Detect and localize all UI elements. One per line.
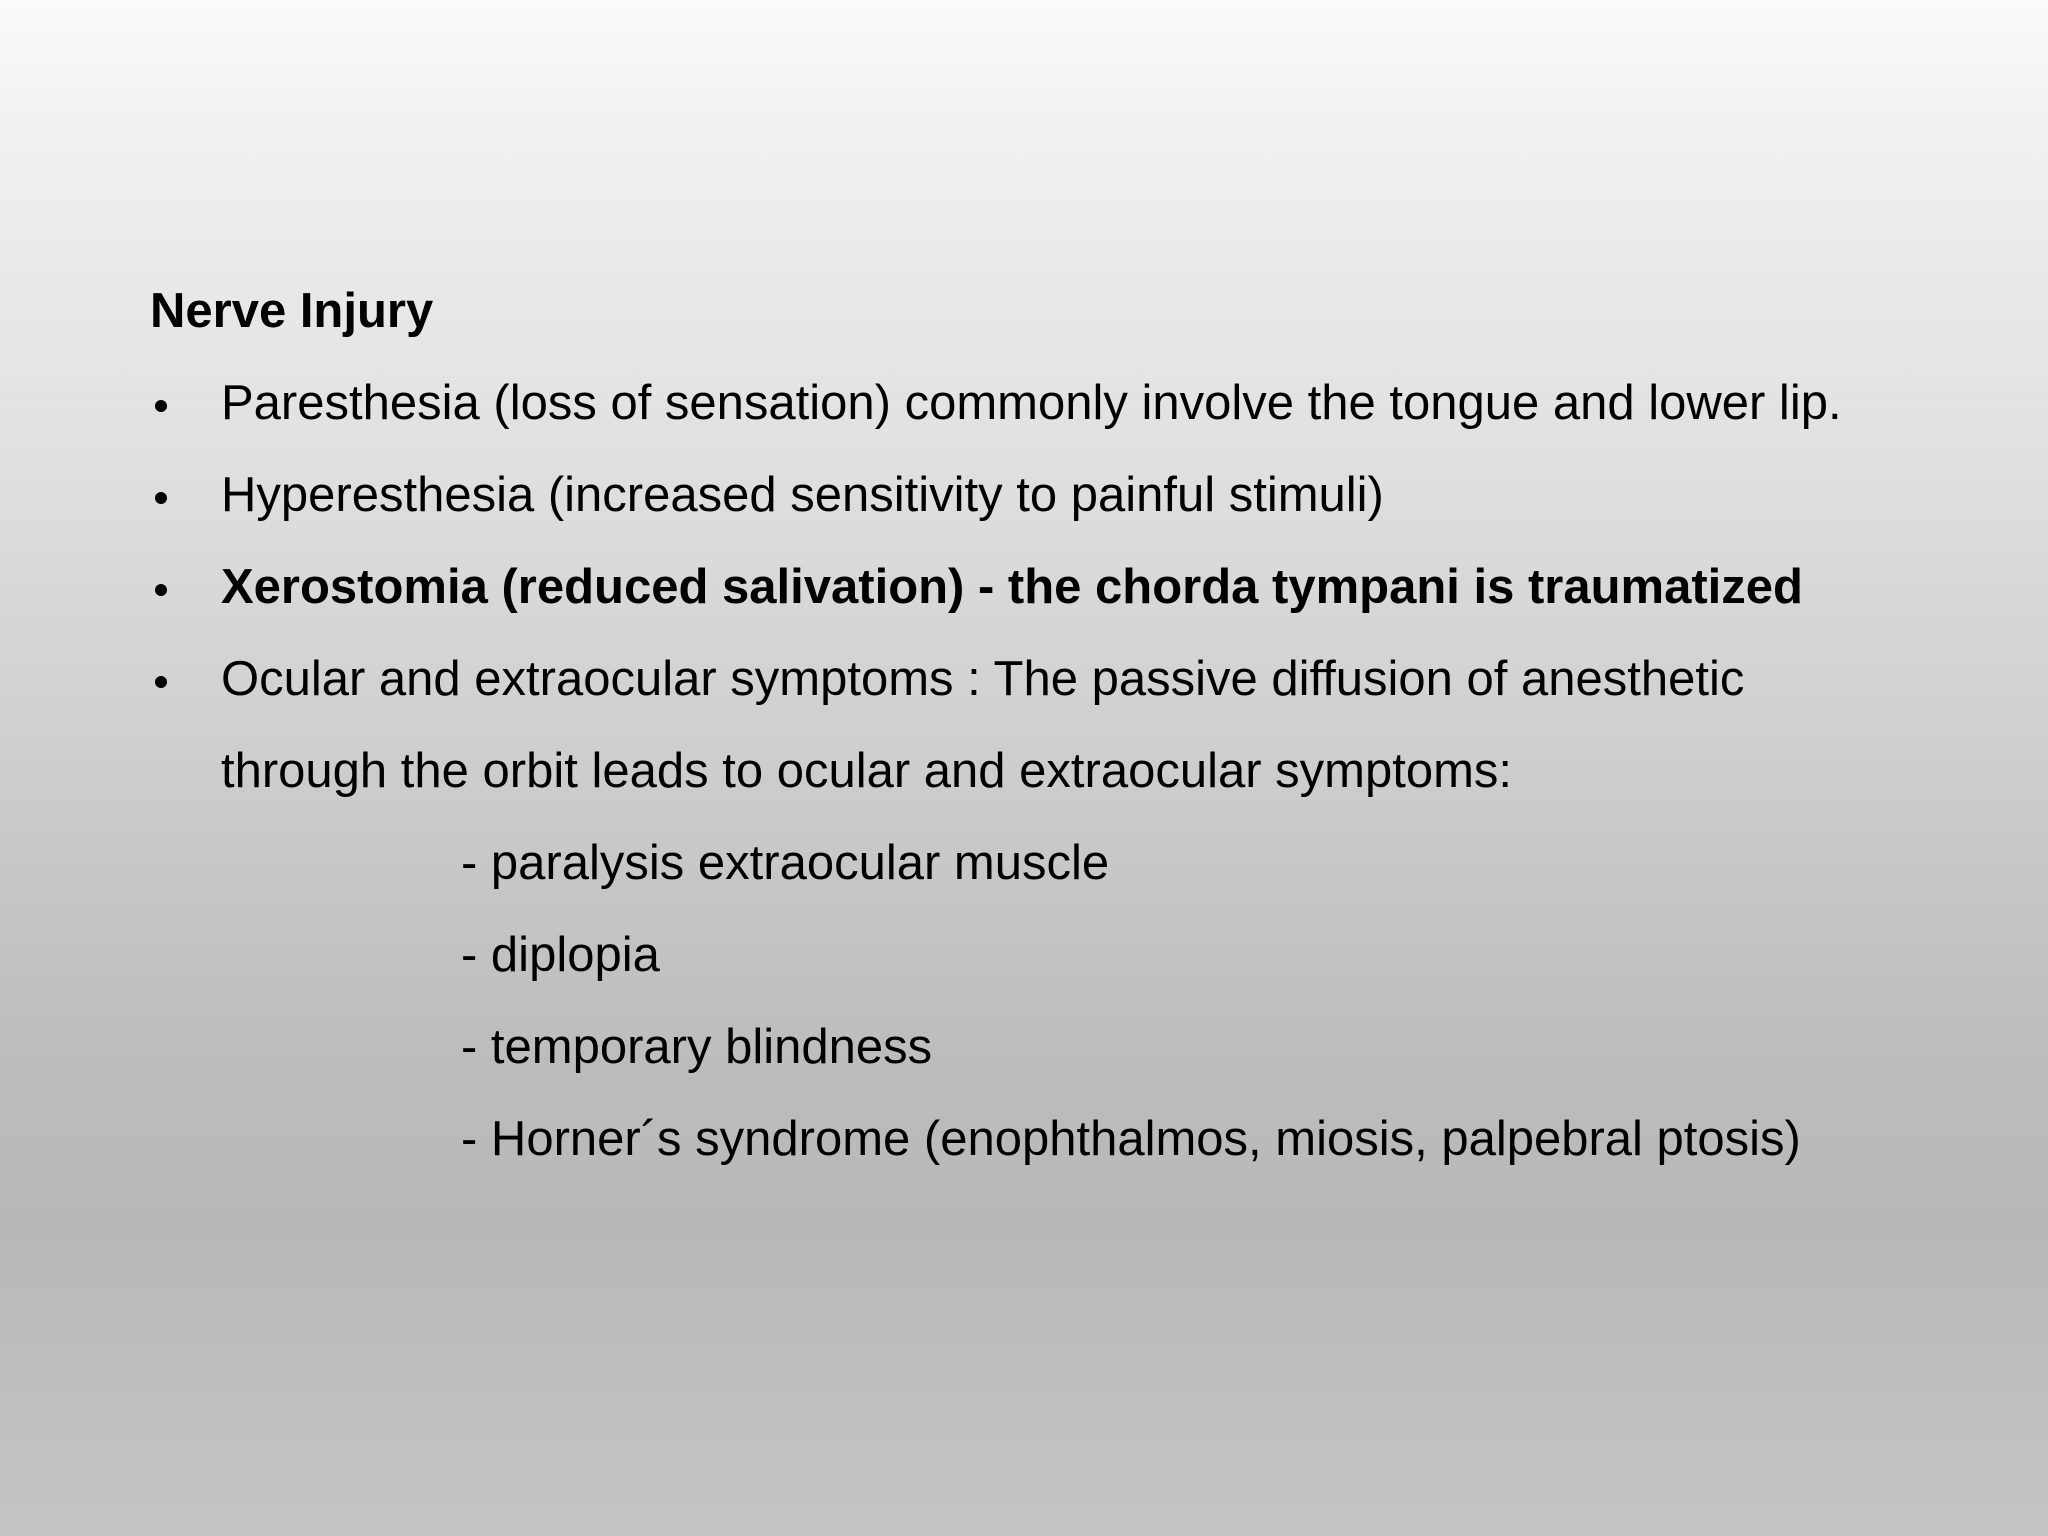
bullet-ocular: Ocular and extraocular symptoms : The passive diffusion of anesthetic [221, 652, 1745, 706]
slide-title: Nerve Injury [150, 284, 434, 338]
subitem-diplopia: - diplopia [461, 928, 660, 982]
bullet-ocular-continuation: through the orbit leads to ocular and extraocular symptoms: [221, 744, 1513, 798]
bullet-dot-icon [150, 467, 172, 523]
bullet-xerostomia: Xerostomia (reduced salivation) - the chorda tympani is traumatized [221, 560, 1803, 614]
subitem-horners-syndrome: - Horner´s syndrome (enophthalmos, miosis, palpebral ptosis) [461, 1112, 1801, 1166]
bullet-hyperesthesia: Hyperesthesia (increased sensitivity to painful stimuli) [221, 468, 1384, 522]
subitem-temporary-blindness: - temporary blindness [461, 1020, 933, 1074]
bullet-dot-icon [150, 559, 172, 615]
bullet-dot-icon [150, 651, 172, 707]
subitem-paralysis: - paralysis extraocular muscle [461, 836, 1110, 890]
bullet-dot-icon [150, 375, 172, 431]
bullet-paresthesia: Paresthesia (loss of sensation) commonly involve the tongue and lower lip. [221, 376, 1842, 430]
